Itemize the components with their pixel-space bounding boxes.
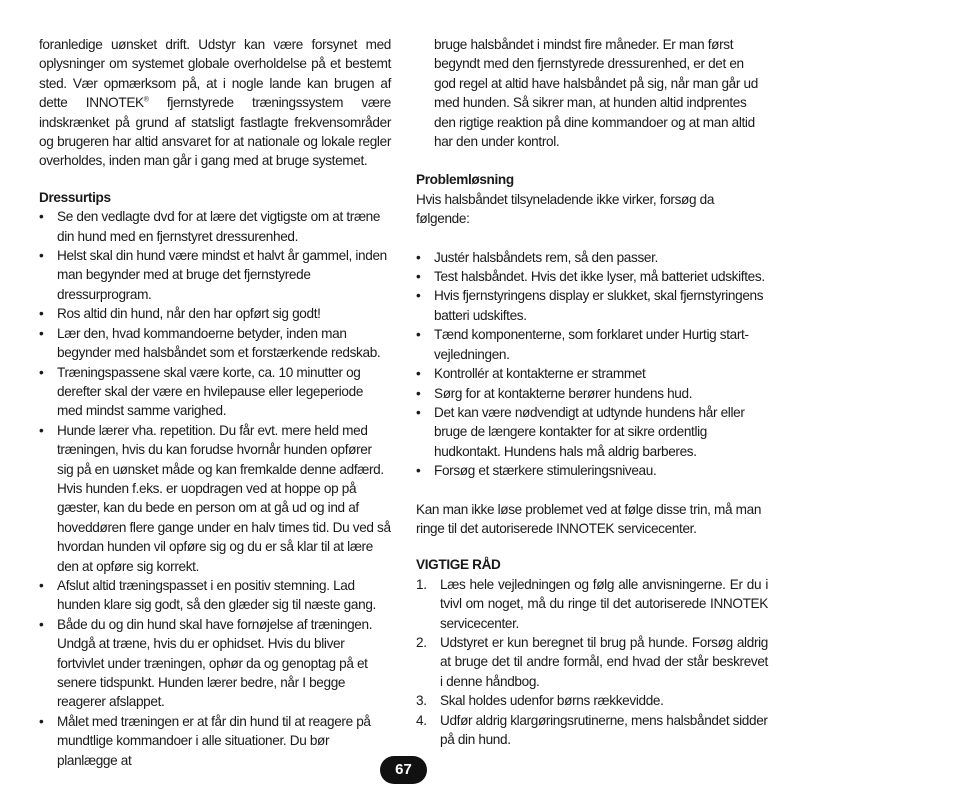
right-column [416, 35, 768, 749]
list-item: • Målet med træningen er at får din hund til at reagere på mundtlige kommandoer i alle situationer. Du bør planlægge at [39, 713, 371, 768]
list-item: • Kontrollér at kontakterne er strammet [416, 366, 646, 382]
list-item: 2. Udstyret er kun beregnet til brug på hunde. Forsøg aldrig at bruge det til andre formål, end hvad der står beskrevet i denne håndbog. [416, 634, 768, 689]
list-item: • Justér halsbåndets rem, så den passer. [416, 249, 658, 265]
problem-heading: Problemløsning [416, 172, 514, 188]
dressurtips-list [39, 207, 391, 770]
problem-list [416, 248, 768, 481]
list-item: • Ros altid din hund, når den har opført sig godt! [39, 306, 321, 322]
list-item: • Helst skal din hund være mindst et halvt år gammel, inden man begynder med at bruge det fjernstyrede dressurprogram. [39, 248, 387, 302]
continuation-paragraph: bruge halsbåndet i mindst fire måneder. Er man først begyndt med den fjernstyrede dressurenhed, er det en god regel at altid have halsbåndet på sig, når man går ud med hunden. Så sikrer man, at hunden altid indprentes den rigtige reaktion på dine kommandoer og at man altid har den under kontrol. [434, 37, 758, 150]
list-item: • Lær den, hvad kommandoerne betyder, inden man begynder med halsbåndet som et forstærkende redskab. [39, 325, 381, 361]
intro-paragraph: foranledige uønsket drift. Udstyr kan være forsynet med oplysninger om systemet globale overholdelse på et bestemt sted. Vær opmærksom på, at i nogle lande kan brugen af dette INNOTEK® fjernstyrede træningssystem være indskrænket på grund af statsligt fastlagte frekvensområder og brugeren har altid ansvaret for at nationale og lokale regler overholdes, inden man går i gang med at bruge systemet. [39, 37, 391, 169]
left-column [39, 35, 391, 770]
vigtige-heading: VIGTIGE RÅD [416, 557, 501, 573]
list-item: • Det kan være nødvendigt at udtynde hundens hår eller bruge de længere kontakter for at sikre ordentlig hudkontakt. Hundens hals må aldrig barberes. [416, 404, 745, 459]
dressurtips-heading: Dressurtips [39, 189, 111, 205]
list-item: • Forsøg et stærkere stimuleringsniveau. [416, 463, 657, 479]
list-item: • Test halsbåndet. Hvis det ikke lyser, må batteriet udskiftes. [416, 269, 765, 285]
list-item: • Hunde lærer vha. repetition. Du får evt. mere held med træningen, hvis du kan forudse hvornår hunden opfører sig på en uønsket måde og kan fremkalde denne adfærd. Hvis hunden f.eks. er uopdragen ved at hoppe op på gæster, kan du bede en person om at gå ud og ind af hoveddøren flere gange under en halv times tid. Du ved så hvordan hunden vil opføre sig og du er så klar til at lære den at opføre sig korrekt. [39, 422, 391, 574]
list-item: • Hvis fjernstyringens display er slukket, skal fjernstyringens batteri udskiftes. [416, 288, 764, 323]
list-item: • Sørg for at kontakterne berører hundens hud. [416, 385, 693, 401]
problem-intro: Hvis halsbåndet tilsyneladende ikke virker, forsøg da følgende: [416, 191, 715, 227]
list-item: • Se den vedlagte dvd for at lære det vigtigste om at træne din hund med en fjernstyret dressurenhed. [39, 209, 381, 244]
list-item: • Både du og din hund skal have fornøjelse af træningen. Undgå at træne, hvis du er ophidset. Hvis du bliver fortvivlet under træningen, ophør da og genoptag på et senere tidspunkt. Hunden lærer bedre, når I begge reagerer afslappet. [39, 616, 373, 710]
service-paragraph: Kan man ikke løse problemet ved at følge disse trin, må man ringe til det autoriserede INNOTEK servicecenter. [416, 501, 762, 536]
list-item: • Afslut altid træningspasset i en positiv stemning. Lad hunden klare sig godt, så den glæder sig til næste gang. [39, 577, 376, 613]
list-item: • Tænd komponenterne, som forklaret under Hurtig start-vejledningen. [416, 327, 749, 362]
list-item: • Træningspassene skal være korte, ca. 10 minutter og derefter skal der være en hvilepause eller legeperiode med mindst samme varighed. [39, 364, 364, 419]
list-item: 3. Skal holdes udenfor børns rækkevidde. [416, 693, 664, 709]
vigtige-list [416, 575, 768, 750]
list-item: 1. Læs hele vejledningen og følg alle anvisningerne. Er du i tvivl om noget, må du ringe til det autoriserede INNOTEK servicecenter. [416, 576, 768, 631]
registered-mark: ® [143, 96, 149, 104]
page-number-badge: 67 [380, 756, 427, 784]
list-item: 4. Udfør aldrig klargøringsrutinerne, mens halsbåndet sidder på din hund. [416, 712, 768, 747]
